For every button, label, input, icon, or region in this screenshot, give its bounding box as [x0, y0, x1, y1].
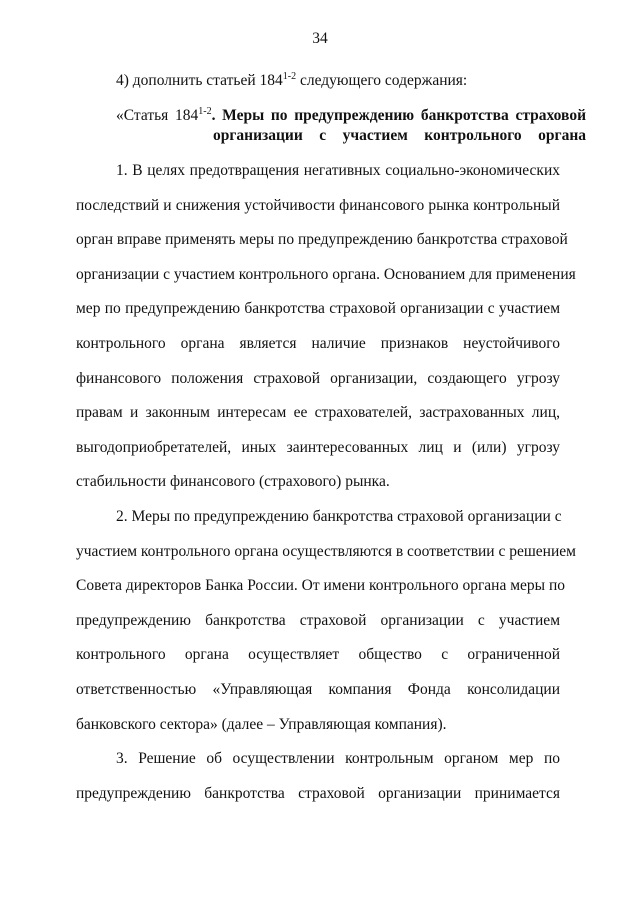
paragraph-line: правам и законным интересам ее страхователей, застрахованных лиц,	[76, 404, 560, 422]
paragraph-2	[76, 500, 576, 742]
paragraph-line: 1. В целях предотвращения негативных социально-экономических	[116, 162, 560, 179]
paragraph-line: предупреждению банкротства страховой организации с участием	[76, 611, 560, 629]
amendment-intro-superscript: 1-2	[282, 71, 297, 82]
paragraph-line: ответственностью «Управляющая компания Фонда консолидации	[76, 680, 560, 698]
paragraph-line: участием контрольного органа осуществляются в соответствии с решением	[76, 542, 576, 560]
article-heading	[116, 106, 586, 146]
article-body	[76, 154, 576, 811]
paragraph-line: выгодоприобретателей, иных заинтересованных лиц и (или) угрозу	[76, 438, 560, 456]
paragraph-line: организации с участием контрольного органа. Основанием для применения	[76, 265, 576, 283]
article-dot: .	[211, 107, 223, 124]
article-number-superscript: 1-2	[198, 106, 212, 117]
paragraph-line: стабильности финансового (страхового) рынка.	[76, 473, 390, 491]
paragraph-line: последствий и снижения устойчивости финансового рынка контрольный	[76, 196, 560, 214]
paragraph-line: банковского сектора» (далее – Управляющая компания).	[76, 715, 447, 733]
paragraph-line: 3. Решение об осуществлении контрольным органом мер по	[116, 750, 560, 768]
article-title-line-1: Меры по предупреждению банкротства страховой	[222, 107, 586, 124]
amendment-intro	[116, 72, 467, 90]
amendment-intro-text: 4) дополнить статьей 184	[116, 72, 283, 89]
paragraph-line: предупреждению банкротства страховой организации принимается	[76, 784, 560, 802]
page-number: 34	[312, 30, 328, 47]
amendment-intro-tail: следующего содержания:	[296, 72, 468, 89]
paragraph-line: контрольного органа осуществляет общество с ограниченной	[76, 646, 560, 664]
paragraph-line: финансового положения страховой организации, создающего угрозу	[76, 369, 560, 387]
paragraph-line: орган вправе применять меры по предупреждению банкротства страховой	[76, 231, 568, 249]
article-title-line-2: организации с участием контрольного органа	[213, 127, 586, 144]
paragraph-line: Совета директоров Банка России. От имени контрольного органа меры по	[76, 577, 565, 595]
article-heading-line-1	[116, 106, 586, 126]
paragraph-line: контрольного органа является наличие признаков неустойчивого	[76, 334, 560, 352]
paragraph-1	[76, 154, 576, 500]
paragraph-line: мер по предупреждению банкротства страховой организации с участием	[76, 300, 560, 318]
paragraph-3	[76, 742, 560, 811]
article-prefix: «Статья 184	[116, 107, 199, 124]
paragraph-line: 2. Меры по предупреждению банкротства страховой организации с	[116, 507, 562, 525]
